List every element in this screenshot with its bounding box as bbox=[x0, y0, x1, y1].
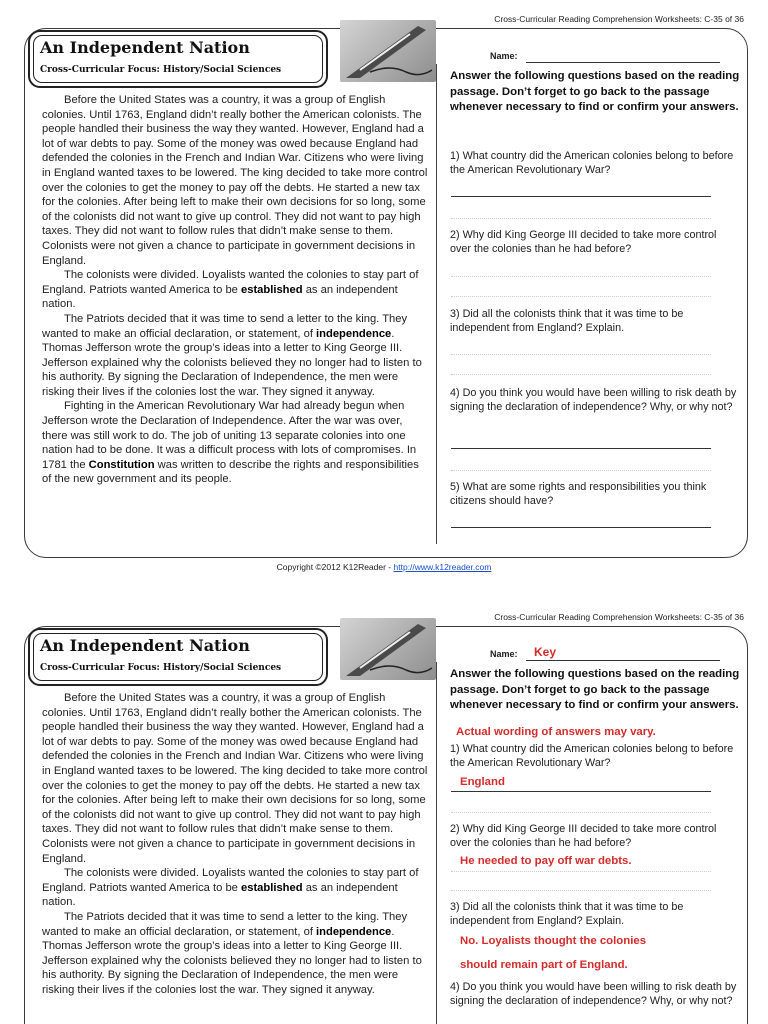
question-3: 3) Did all the colonists think that it was time to be independent from England? Explain. bbox=[450, 308, 684, 335]
answer-3b: should remain part of England. bbox=[460, 959, 628, 971]
answer-key-page bbox=[0, 598, 768, 1024]
page-header: Cross-Curricular Reading Comprehension Worksheets: C-35 of 36 bbox=[494, 612, 744, 622]
passage-paragraph: The colonists were divided. Loyalists wanted the colonies to stay part of England. Patriots wanted America to be established as an independent nation. bbox=[42, 269, 419, 311]
vocab-word: established bbox=[241, 881, 303, 894]
question-2: 2) Why did King George III decided to take more control over the colonies than he had before? bbox=[450, 823, 717, 850]
focus-subtitle: Cross-Curricular Focus: History/Social Sciences bbox=[40, 663, 282, 673]
answer-2: He needed to pay off war debts. bbox=[460, 855, 632, 867]
passage-paragraph: Before the United States was a country, it was a group of English colonies. Until 1763, England didn’t really bother the American colonists. The people handled their business the way they wanted. However, England had a lot of war debts to pay. Some of the money was owed because England had defended the colonies in the French and Indian War. Citizens who were living in England wanted taxes to be lowered. The king decided to take more control over the colonies to get the money to pay off the debts. He started a new tax for the colonies. After being left to make their own decisions for so long, some of the colonists did not want to give up control. They did not want to pay high taxes. They did not want to follow rules that didn’t make sense to them. Colonists were not given a chance to participate in government decisions in England. bbox=[42, 94, 428, 267]
question-4: 4) Do you think you would have been willing to risk death by signing the declaration of independence? Why, or why not? bbox=[450, 981, 737, 1008]
name-label: Name: bbox=[490, 51, 518, 61]
passage-paragraph: The colonists were divided. Loyalists wanted the colonies to stay part of England. Patriots wanted America to be established as an independent nation. bbox=[42, 867, 419, 909]
copyright-link[interactable]: http://www.k12reader.com bbox=[393, 562, 492, 572]
name-value: Key bbox=[534, 645, 557, 659]
instructions: Answer the following questions based on the reading passage. Don’t forget to go back to the passage whenever necessary to find or confirm your answers. bbox=[450, 668, 740, 711]
worksheet-title: An Independent Nation bbox=[40, 38, 250, 57]
answer-line[interactable] bbox=[451, 527, 711, 528]
answer-line[interactable] bbox=[451, 448, 711, 449]
passage-paragraph: Before the United States was a country, it was a group of English colonies. Until 1763, England didn’t really bother the American colonists. The people handled their business the way they wanted. However, England had a lot of war debts to pay. Some of the money was owed because England had defended the colonies in the French and Indian War. Citizens who were living in England wanted taxes to be lowered. The king decided to take more control over the colonies to get the money to pay off the debts. He started a new tax for the colonies. After being left to make their own decisions for so long, some of the colonists did not want to give up control. They did not want to pay high taxes. They did not want to follow rules that didn’t make sense to them. Colonists were not given a chance to participate in government decisions in England. bbox=[42, 692, 428, 865]
quill-icon bbox=[340, 20, 436, 82]
vocab-word: Constitution bbox=[88, 458, 155, 471]
name-field[interactable] bbox=[490, 51, 722, 65]
answer-note: Actual wording of answers may vary. bbox=[456, 726, 656, 738]
passage-paragraph: Fighting in the American Revolutionary War had already begun when Jefferson wrote the Declaration of Independence. After the war was over, there was still work to do. The job of uniting 13 separate colonies into one nation had to be done. It was a difficult process with lots of compromises. In 1781 the Constitution was written to describe the rights and responsibilities of the new government and its people. bbox=[42, 400, 419, 486]
question-1: 1) What country did the American colonies belong to before the American Revolutionary War? bbox=[450, 743, 734, 770]
title-box bbox=[28, 30, 328, 88]
name-field[interactable] bbox=[490, 645, 722, 663]
question-1: 1) What country did the American colonies belong to before the American Revolutionary War? bbox=[450, 150, 734, 177]
title-box bbox=[28, 628, 328, 686]
quill-icon bbox=[340, 618, 436, 680]
column-divider bbox=[436, 662, 437, 1024]
vocab-word: independence bbox=[316, 925, 392, 938]
column-divider bbox=[436, 64, 437, 544]
copyright: Copyright ©2012 K12Reader - http://www.k12reader.com bbox=[276, 562, 492, 572]
instructions: Answer the following questions based on the reading passage. Don’t forget to go back to the passage whenever necessary to find or confirm your answers. bbox=[450, 70, 740, 113]
quill-illustration bbox=[340, 618, 436, 680]
vocab-word: independence bbox=[316, 327, 392, 340]
answer-line[interactable] bbox=[451, 791, 711, 792]
passage-paragraph: The Patriots decided that it was time to send a letter to the king. They wanted to make an official declaration, or statement, of independence. Thomas Jefferson wrote the group’s ideas into a letter to King George III. Jefferson explained why the colonists believed they no longer had to listen to his authority. By signing the Declaration of Independence, the men were risking their lives if the colonies lost the war. They signed it anyway. bbox=[42, 910, 422, 996]
answer-1: England bbox=[460, 776, 505, 788]
answer-line[interactable] bbox=[451, 196, 711, 197]
focus-subtitle: Cross-Curricular Focus: History/Social Sciences bbox=[40, 65, 282, 75]
reading-passage bbox=[42, 691, 428, 997]
name-label: Name: bbox=[490, 649, 518, 659]
reading-passage bbox=[42, 93, 428, 487]
worksheet-title: An Independent Nation bbox=[40, 636, 250, 655]
quill-illustration bbox=[340, 20, 436, 82]
answer-3a: No. Loyalists thought the colonies bbox=[460, 935, 647, 947]
question-5: 5) What are some rights and responsibilities you think citizens should have? bbox=[450, 481, 707, 508]
question-2: 2) Why did King George III decided to take more control over the colonies than he had before? bbox=[450, 229, 717, 256]
question-4: 4) Do you think you would have been willing to risk death by signing the declaration of independence? Why, or why not? bbox=[450, 387, 737, 414]
passage-paragraph: The Patriots decided that it was time to send a letter to the king. They wanted to make an official declaration, or statement, of independence. Thomas Jefferson wrote the group’s ideas into a letter to King George III. Jefferson explained why the colonists believed they no longer had to listen to his authority. By signing the Declaration of Independence, the men were risking their lives if the colonies lost the war. They signed it anyway. bbox=[42, 312, 422, 398]
vocab-word: established bbox=[241, 283, 303, 296]
question-3: 3) Did all the colonists think that it was time to be independent from England? Explain. bbox=[450, 901, 684, 928]
page-header: Cross-Curricular Reading Comprehension Worksheets: C-35 of 36 bbox=[494, 14, 744, 24]
